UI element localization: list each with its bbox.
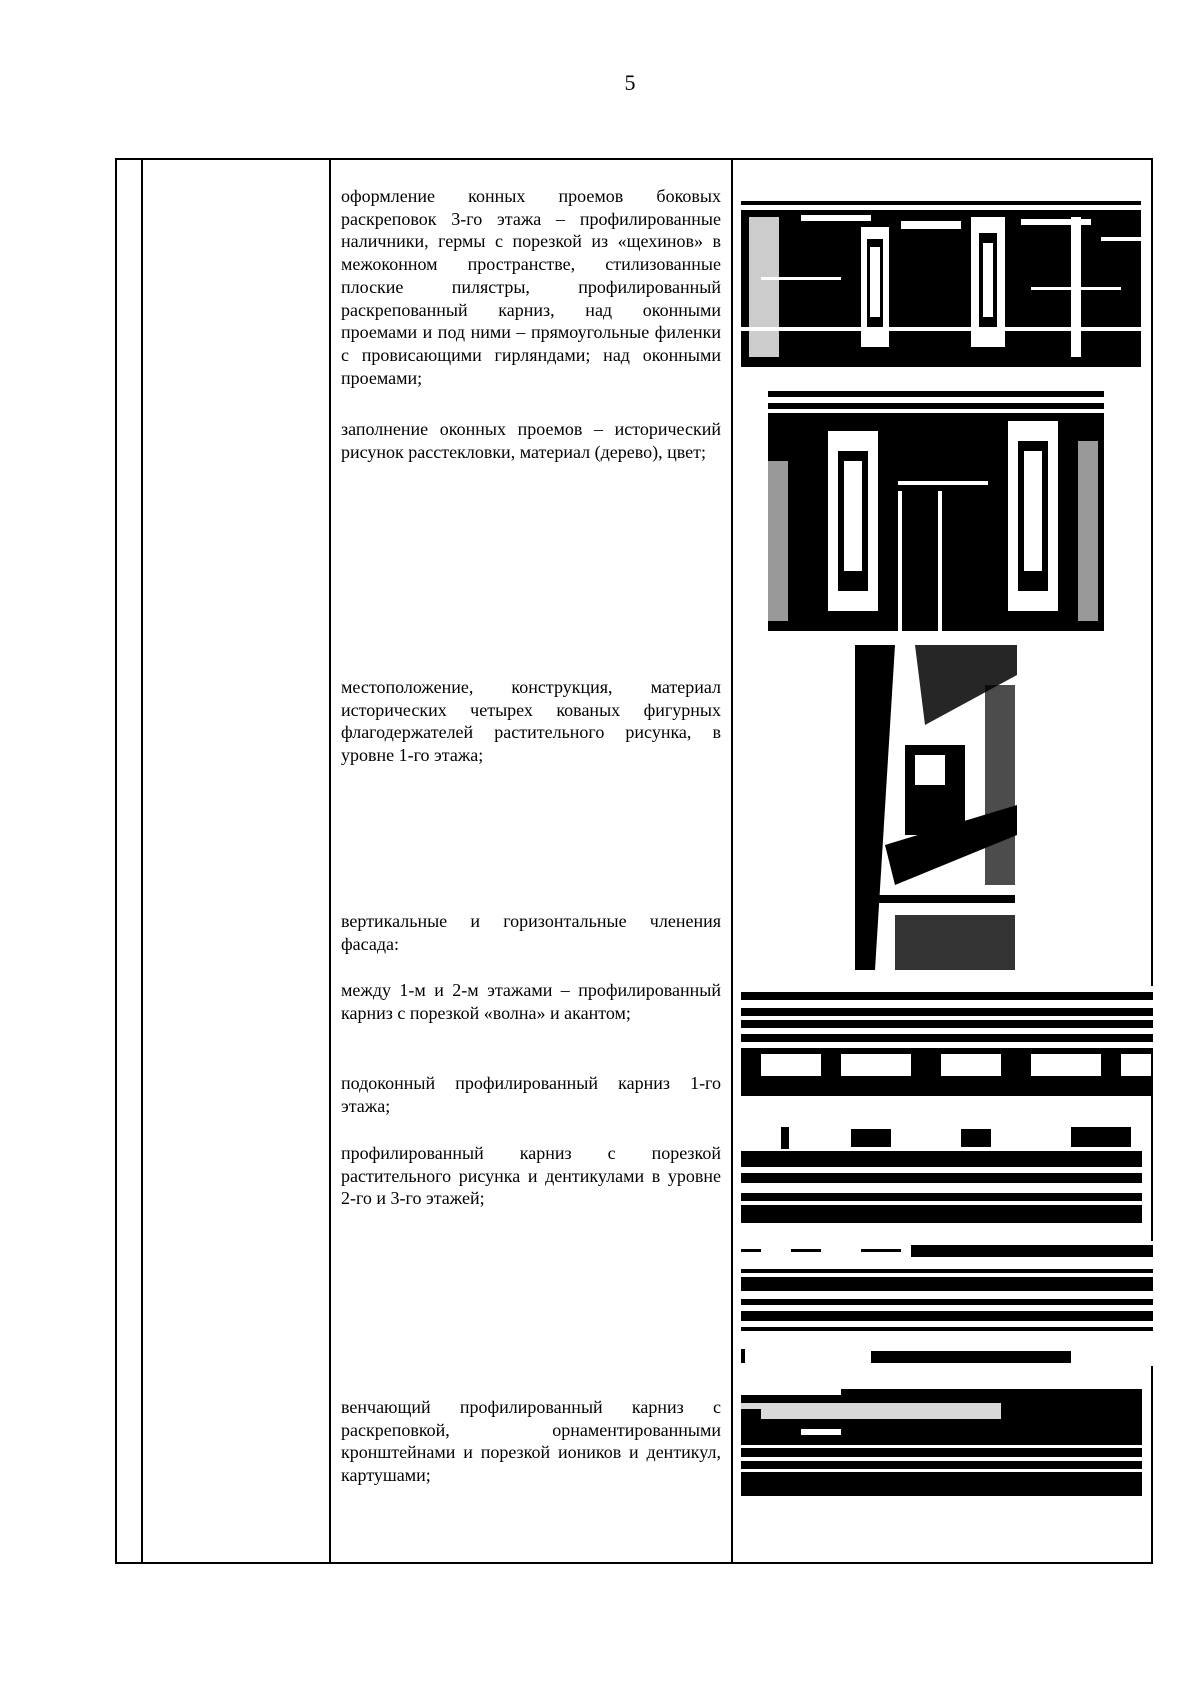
- table-divider-2: [329, 160, 331, 1562]
- page-number: 5: [624, 70, 636, 95]
- row-text-windows-3rd-floor: оформление конных проемов боковых раскреповок 3-го этажа – профилированные наличники, гермы с порезкой из «щехинов» в межоконном пространстве, стилизованные плоские пилястры, профилированный раскрепованный карниз, над оконными проемами и под ними – прямоугольные филенки с провисающими гирляндами; над оконными проемами;: [341, 186, 721, 388]
- photo-cornice-1-2: [741, 986, 1153, 1096]
- photo-window-surrounds: [741, 187, 1141, 367]
- table-divider-3: [731, 160, 733, 1562]
- photo-flag-holder: [855, 645, 1017, 970]
- row-text-flag-holders: местоположение, конструкция, материал исторических четырех кованых фигурных флагодержателей растительного рисунка, в уровне 1-го этажа;: [341, 677, 721, 766]
- photo-cornice-2-3: [741, 1241, 1153, 1366]
- photo-crowning-cornice: [741, 1389, 1142, 1496]
- table-divider-1: [141, 160, 143, 1562]
- photo-window-fill: [768, 381, 1104, 631]
- row-text-window-fill: заполнение оконных проемов – исторический рисунок расстекловки, материал (дерево), цвет;: [341, 419, 721, 462]
- row-text-cornice-1-2: между 1-м и 2-м этажами – профилированный карниз с порезкой «волна» и акантом;: [341, 980, 721, 1023]
- row-text-sill-cornice: подоконный профилированный карниз 1-го этажа;: [341, 1073, 721, 1116]
- row-text-cornice-2-3: профилированный карниз с порезкой растительного рисунка и дентикулами в уровне 2-го и 3-го этажей;: [341, 1143, 721, 1209]
- row-text-facade-divisions: вертикальные и горизонтальные членения фасада:: [341, 911, 721, 954]
- photo-sill-cornice: [741, 1123, 1142, 1223]
- row-text-crowning-cornice: венчающий профилированный карниз с раскреповкой, орнаментированными кронштейнами и порезкой иоников и дентикул, картушами;: [341, 1397, 721, 1486]
